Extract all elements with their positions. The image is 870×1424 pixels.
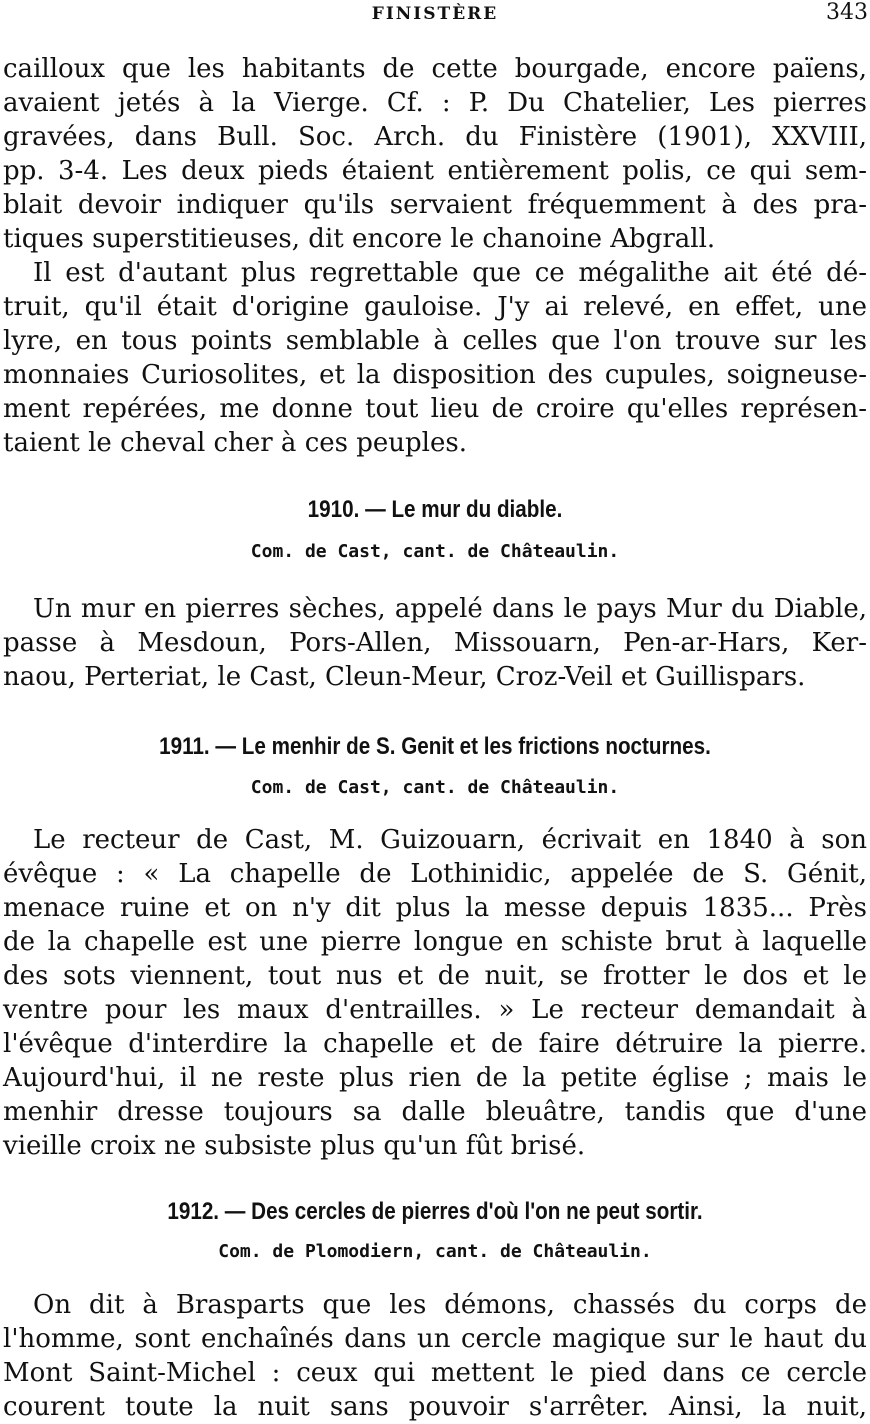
text-line: monnaies Curiosolites, et la disposition des cupules, soigneuse-	[3, 360, 867, 390]
page-number: 343	[826, 0, 868, 25]
text-line: courent toute la nuit sans pouvoir s'arrêter. Ainsi, la nuit,	[3, 1392, 867, 1422]
text-line: truit, qu'il était d'origine gauloise. J'y ai relevé, en effet, une	[3, 292, 867, 322]
section-location: Com. de Plomodiern, cant. de Châteaulin.	[218, 1241, 652, 1262]
text-line: taient le cheval cher à ces peuples.	[3, 428, 467, 458]
text-line: ventre pour les maux d'entrailles. » Le recteur demandait à	[3, 995, 867, 1025]
section-heading-1911	[61, 733, 809, 761]
text-line: naou, Perteriat, le Cast, Cleun-Meur, Croz-Veil et Guillispars.	[3, 662, 806, 692]
text-line: évêque : « La chapelle de Lothinidic, appelée de S. Génit,	[3, 859, 867, 889]
text-line: des sots viennent, tout nus et de nuit, se frotter le dos et le	[3, 961, 867, 991]
text-line: cailloux que les habitants de cette bourgade, encore païens,	[3, 54, 867, 84]
section-heading-1912	[61, 1198, 809, 1226]
text-line: On dit à Brasparts que les démons, chassés du corps de	[33, 1290, 867, 1320]
section-location: Com. de Cast, cant. de Châteaulin.	[250, 777, 620, 798]
section-title: — Le menhir de S. Genit et les frictions nocturnes.	[215, 733, 711, 760]
text-line: l'évêque d'interdire la chapelle et de faire détruire la pierre.	[3, 1029, 867, 1059]
text-line: Mont Saint-Michel : ceux qui mettent le pied dans ce cercle	[3, 1358, 867, 1388]
text-line: Le recteur de Cast, M. Guizouarn, écrivait en 1840 à son	[33, 825, 867, 855]
text-line: ment repérées, me donne tout lieu de croire qu'elles représen-	[3, 394, 867, 424]
text-line: pp. 3-4. Les deux pieds étaient entièrement polis, ce qui sem-	[3, 156, 867, 186]
text-line: avaient jetés à la Vierge. Cf. : P. Du Chatelier, Les pierres	[3, 88, 867, 118]
page-header	[0, 0, 870, 30]
text-line: menhir dresse toujours sa dalle bleuâtre, tandis que d'une	[3, 1097, 867, 1127]
text-line: passe à Mesdoun, Pors-Allen, Missouarn, Pen-ar-Hars, Ker-	[3, 628, 867, 658]
section-heading-1910	[61, 496, 809, 524]
section-title: — Des cercles de pierres d'où l'on ne peut sortir.	[224, 1198, 703, 1225]
text-line: vieille croix ne subsiste plus qu'un fût brisé.	[3, 1131, 586, 1161]
intro-paragraph	[3, 52, 867, 256]
text-line: menace ruine et on n'y dit plus la messe depuis 1835... Près	[3, 893, 867, 923]
section-title: — Le mur du diable.	[365, 496, 563, 523]
text-line: lyre, en tous points semblable à celles que l'on trouve sur les	[3, 326, 867, 356]
section-body-1910	[3, 592, 867, 694]
section-location: Com. de Cast, cant. de Châteaulin.	[250, 541, 620, 562]
section-body-1911	[3, 823, 867, 1163]
intro-paragraph-2	[3, 256, 867, 460]
section-number: 1912.	[167, 1198, 220, 1225]
section-body-1912	[3, 1288, 867, 1424]
text-line: de la chapelle est une pierre longue en schiste brut à laquelle	[3, 927, 867, 957]
text-line: blait devoir indiquer qu'ils servaient fréquemment à des pra-	[3, 190, 867, 220]
text-line: Il est d'autant plus regrettable que ce mégalithe ait été dé-	[33, 258, 867, 288]
running-head: FINISTÈRE	[371, 4, 499, 24]
text-line: Un mur en pierres sèches, appelé dans le pays Mur du Diable,	[33, 594, 867, 624]
text-line: l'homme, sont enchaînés dans un cercle magique sur le haut du	[3, 1324, 867, 1354]
text-line: gravées, dans Bull. Soc. Arch. du Finistère (1901), XXVIII,	[3, 122, 867, 152]
text-line: Aujourd'hui, il ne reste plus rien de la petite église ; mais le	[3, 1063, 867, 1093]
section-number: 1910.	[307, 496, 360, 523]
text-line: tiques superstitieuses, dit encore le chanoine Abgrall.	[3, 224, 716, 254]
section-number: 1911.	[159, 733, 210, 760]
